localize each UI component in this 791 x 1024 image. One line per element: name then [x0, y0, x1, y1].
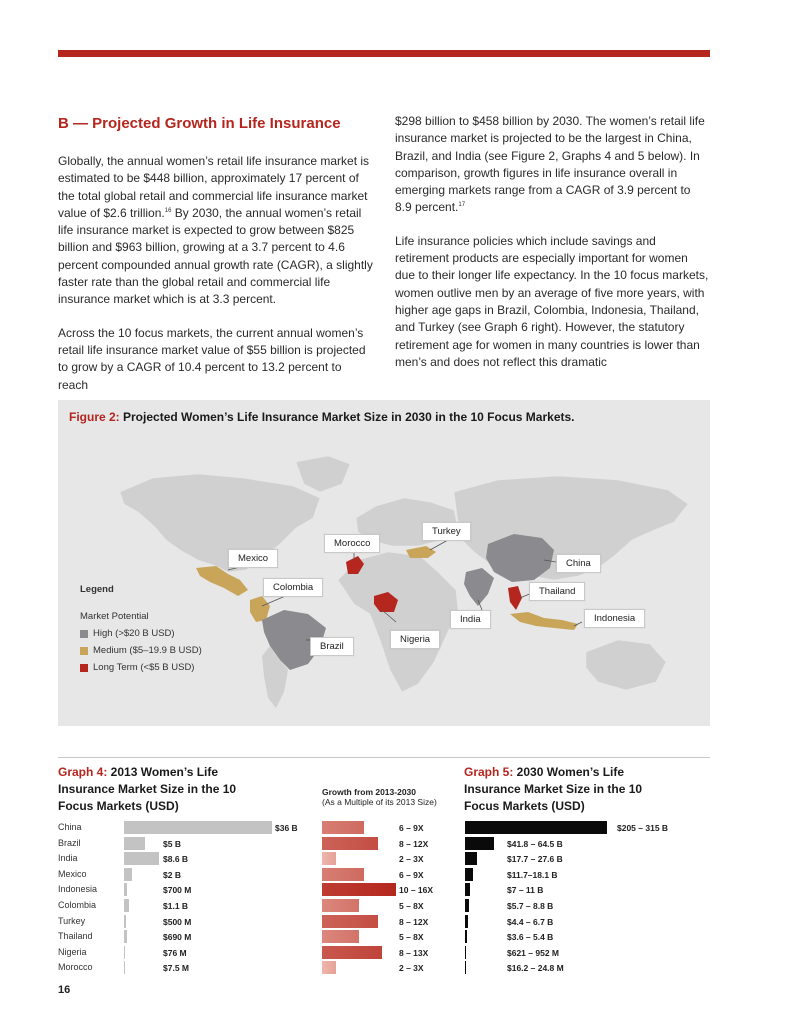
graph4-bar [124, 868, 132, 881]
legend-swatch [80, 664, 88, 672]
growth-value: 2 – 3X [399, 963, 424, 974]
paragraph [58, 153, 373, 309]
legend-swatch [80, 647, 88, 655]
graph4-title-text: 2013 Women’s Life Insurance Market Size in the 10 Focus Markets (USD) [58, 765, 237, 813]
graph5-value: $5.7 – 8.8 B [507, 901, 554, 911]
top-rule [58, 50, 710, 57]
growth-title: Growth from 2013-2030 [322, 787, 417, 797]
legend-swatch [80, 630, 88, 638]
graph5-bar [465, 946, 466, 959]
graph5-value: $205 – 315 B [617, 823, 669, 833]
graph4-value: $5 B [163, 838, 181, 849]
paragraph [395, 113, 710, 217]
growth-bar [322, 915, 378, 928]
north-america-shape [120, 474, 320, 572]
section-title: B — Projected Growth in Life Insurance [58, 115, 341, 132]
graph5-bar [465, 837, 494, 850]
graph5-bar [465, 868, 473, 881]
growth-bar [322, 946, 382, 959]
country-label: Mexico [58, 868, 87, 879]
legend-item-high [80, 628, 202, 639]
growth-value: 8 – 13X [399, 947, 429, 958]
map-label-india: India [450, 610, 491, 629]
graph4-label: Graph 4: [58, 765, 108, 779]
growth-subtitle: (As a Multiple of its 2013 Size) [322, 797, 437, 807]
graph5-value: $3.6 – 5.4 B [507, 932, 554, 943]
graph5-value: $4.4 – 6.7 B [507, 916, 554, 927]
graph4-bar [124, 883, 127, 896]
country-label: Morocco [58, 962, 93, 973]
figure-map [58, 400, 710, 726]
map-label-indonesia: Indonesia [584, 609, 645, 628]
graph4-bar [124, 852, 159, 865]
growth-bar [322, 868, 364, 881]
growth-bar [322, 930, 359, 943]
graph5-value: $16.2 – 24.8 M [507, 963, 564, 974]
graph4-title [58, 764, 268, 815]
country-label: Colombia [58, 900, 97, 910]
growth-bar [322, 899, 359, 912]
country-label: Brazil [58, 837, 81, 848]
india-shape [464, 568, 494, 606]
legend-label: High (>$20 B USD) [93, 628, 175, 639]
graph5-title [464, 764, 674, 815]
graph5-bar [465, 883, 470, 896]
graph4-value: $36 B [275, 823, 298, 833]
graph5-bar [465, 930, 467, 943]
map-label-china: China [556, 554, 601, 573]
paragraph-text: By 2030, the annual women’s retail life insurance market is expected to grow between $825 billion and $963 billion, growing at a 3.7 percent to 4.6 percent compounded annual growth rate (CAGR), a slightly faster rate than the global retail and commercial life insurance market which is at 3.3 percent. [58, 205, 373, 307]
graph5-value: $7 – 11 B [507, 885, 544, 896]
growth-value: 10 – 16X [399, 885, 434, 896]
growth-bar [322, 852, 336, 865]
legend-heading: Market Potential [80, 611, 149, 622]
graph4-value: $76 M [163, 947, 187, 958]
page-number: 16 [58, 984, 71, 996]
graph5-value: $11.7–18.1 B [507, 869, 558, 880]
growth-heading [322, 787, 437, 807]
figure-title [69, 410, 575, 424]
growth-value: 2 – 3X [399, 854, 424, 865]
growth-value: 5 – 8X [399, 901, 424, 911]
graph5-bar [465, 899, 469, 912]
map-legend [80, 584, 202, 679]
map-label-mexico: Mexico [228, 549, 278, 568]
paragraph: Across the 10 focus markets, the current annual women’s retail life insurance market value of $55 billion is projected to grow by a CAGR of 10.4 percent to 13.2 percent to reach [58, 325, 366, 392]
growth-value: 8 – 12X [399, 916, 429, 927]
country-label: Indonesia [58, 884, 98, 895]
growth-bar [322, 837, 378, 850]
text-column-right [395, 113, 710, 387]
growth-bar [322, 883, 396, 896]
country-label: Thailand [58, 931, 93, 942]
graph4-bar [124, 946, 125, 959]
graph5-bar [465, 961, 466, 974]
growth-bar [322, 821, 364, 834]
greenland-shape [296, 456, 350, 492]
graph4-bar [124, 899, 129, 912]
australia-shape [586, 640, 666, 690]
legend-label: Medium ($5–19.9 B USD) [93, 645, 202, 656]
graph4-value: $690 M [163, 932, 192, 943]
indonesia-shape [510, 612, 578, 630]
legend-item-long-term [80, 662, 202, 673]
country-label: India [58, 853, 78, 864]
divider [58, 757, 710, 758]
graph4-bar [124, 821, 272, 834]
graph5-value: $41.8 – 64.5 B [507, 838, 563, 849]
graph4-value: $8.6 B [163, 854, 189, 865]
thailand-shape [508, 586, 522, 610]
growth-value: 6 – 9X [399, 823, 424, 833]
growth-value: 8 – 12X [399, 838, 429, 849]
map-label-morocco: Morocco [324, 534, 380, 553]
turkey-shape [406, 546, 436, 558]
graph4-bar [124, 930, 127, 943]
figure-title-text: Projected Women’s Life Insurance Market Size in 2030 in the 10 Focus Markets. [119, 410, 575, 424]
graph5-value: $17.7 – 27.6 B [507, 854, 563, 865]
paragraph: Life insurance policies which include savings and retirement products are especially important for women due to their longer life expectancy. In the 10 focus markets, women outlive men by an average of five more years, with higher age gaps in Brazil, Colombia, Indonesia, Thailand, and Turkey (see Graph 6 right). However, the statutory retirement age for women in many countries is lower than men’s and does not reflect this dramatic [395, 233, 709, 369]
footnote-ref: 16 [164, 207, 172, 214]
map-label-colombia: Colombia [263, 578, 323, 597]
graph4-bar [124, 837, 145, 850]
footnote-ref: 17 [458, 202, 466, 209]
paragraph-text: Globally, the annual women’s retail life insurance market is estimated to be $448 billion, approximately 17 percent of the total global retail and commercial life insurance market value of $2.6 trillion. [58, 154, 370, 220]
graph5-title-text: 2030 Women’s Life Insurance Market Size in the 10 Focus Markets (USD) [464, 765, 643, 813]
legend-label: Long Term (<$5 B USD) [93, 662, 195, 673]
growth-bar [322, 961, 336, 974]
legend-title: Legend [80, 584, 114, 595]
text-column-left [58, 113, 373, 410]
graph4-bar [124, 915, 126, 928]
graph4-value: $2 B [163, 869, 181, 880]
map-label-brazil: Brazil [310, 637, 354, 656]
map-label-nigeria: Nigeria [390, 630, 440, 649]
graph4-value: $700 M [163, 885, 192, 896]
country-label: Turkey [58, 915, 86, 926]
legend-item-medium [80, 645, 202, 656]
growth-value: 5 – 8X [399, 932, 424, 943]
graph5-bar [465, 821, 607, 834]
graph4-value: $7.5 M [163, 963, 189, 974]
map-label-turkey: Turkey [422, 522, 471, 541]
graph5-bar [465, 915, 468, 928]
country-label: China [58, 822, 82, 832]
country-label: Nigeria [58, 946, 87, 957]
graph5-value: $621 – 952 M [507, 947, 559, 958]
graph4-value: $500 M [163, 916, 192, 927]
map-label-thailand: Thailand [529, 582, 585, 601]
graph4-bar [124, 961, 125, 974]
figure-label: Figure 2: [69, 410, 120, 424]
graph4-value: $1.1 B [163, 901, 189, 911]
graph5-label: Graph 5: [464, 765, 514, 779]
growth-value: 6 – 9X [399, 869, 424, 880]
paragraph-text: $298 billion to $458 billion by 2030. The women’s retail life insurance market is projected to be the largest in China, Brazil, and India (see Figure 2, Graphs 4 and 5 below). In comparison, growth figures in life insurance overall in emerging markets range from a CAGR of 3.9 percent to 8.9 percent. [395, 114, 705, 215]
graph5-bar [465, 852, 477, 865]
